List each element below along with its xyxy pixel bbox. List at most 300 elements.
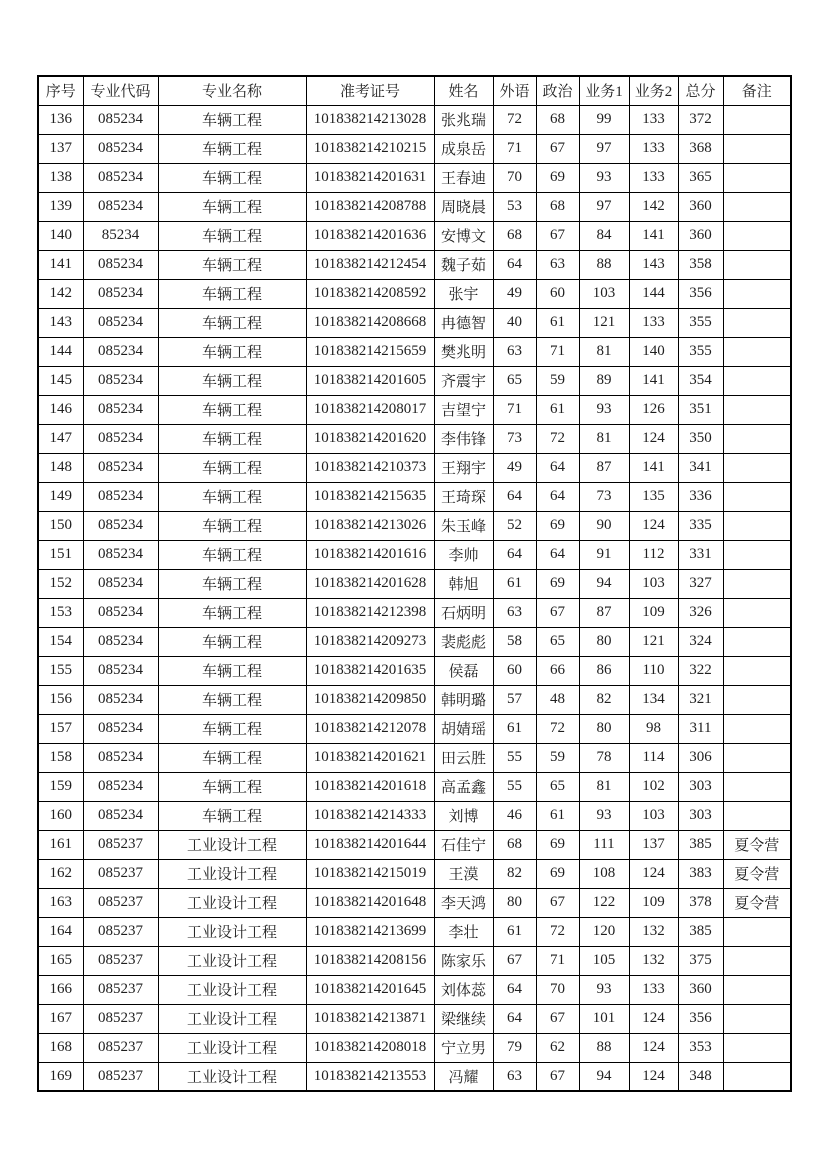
- table-cell: 101838214213028: [306, 105, 434, 134]
- table-cell: 王琦琛: [434, 482, 493, 511]
- table-cell: 冯耀: [434, 1062, 493, 1091]
- table-cell: 101838214210215: [306, 134, 434, 163]
- table-cell: 72: [536, 714, 579, 743]
- table-cell: 刘博: [434, 801, 493, 830]
- table-cell: 169: [38, 1062, 83, 1091]
- table-cell: 69: [536, 163, 579, 192]
- table-cell: 360: [678, 221, 723, 250]
- table-cell: 124: [629, 859, 678, 888]
- column-header: 备注: [723, 76, 791, 105]
- table-cell: 149: [38, 482, 83, 511]
- table-cell: 101838214213553: [306, 1062, 434, 1091]
- exam-score-table: [37, 75, 792, 1092]
- table-cell: 93: [579, 163, 629, 192]
- column-header: 总分: [678, 76, 723, 105]
- table-cell: 124: [629, 424, 678, 453]
- table-cell: 085234: [83, 511, 158, 540]
- table-row: [38, 772, 791, 801]
- table-cell: 80: [493, 888, 536, 917]
- column-header: 序号: [38, 76, 83, 105]
- table-cell: [723, 598, 791, 627]
- column-header: 业务2: [629, 76, 678, 105]
- table-cell: 71: [536, 946, 579, 975]
- table-cell: 101838214215635: [306, 482, 434, 511]
- table-cell: 085234: [83, 772, 158, 801]
- table-cell: 61: [493, 569, 536, 598]
- table-cell: 97: [579, 192, 629, 221]
- table-cell: 89: [579, 366, 629, 395]
- table-cell: 72: [536, 917, 579, 946]
- table-cell: 张宇: [434, 279, 493, 308]
- table-row: [38, 424, 791, 453]
- table-cell: 152: [38, 569, 83, 598]
- table-cell: 成泉岳: [434, 134, 493, 163]
- table-cell: 124: [629, 1062, 678, 1091]
- table-cell: 303: [678, 801, 723, 830]
- table-cell: 工业设计工程: [158, 975, 306, 1004]
- table-cell: 133: [629, 105, 678, 134]
- table-cell: 63: [493, 337, 536, 366]
- table-cell: 吉望宁: [434, 395, 493, 424]
- table-cell: 165: [38, 946, 83, 975]
- table-cell: [723, 250, 791, 279]
- table-cell: 101838214209850: [306, 685, 434, 714]
- table-cell: 71: [493, 395, 536, 424]
- table-cell: 93: [579, 975, 629, 1004]
- table-cell: 085234: [83, 656, 158, 685]
- table-cell: 162: [38, 859, 83, 888]
- table-cell: 68: [493, 830, 536, 859]
- table-cell: 140: [38, 221, 83, 250]
- table-cell: 101838214201616: [306, 540, 434, 569]
- table-cell: 87: [579, 453, 629, 482]
- table-cell: 137: [629, 830, 678, 859]
- table-cell: 085237: [83, 975, 158, 1004]
- table-cell: 工业设计工程: [158, 946, 306, 975]
- table-cell: 64: [536, 482, 579, 511]
- table-cell: 63: [493, 1062, 536, 1091]
- table-cell: 81: [579, 772, 629, 801]
- table-cell: 胡婧瑶: [434, 714, 493, 743]
- table-cell: 085237: [83, 830, 158, 859]
- table-cell: 101838214215019: [306, 859, 434, 888]
- table-cell: 132: [629, 917, 678, 946]
- table-cell: 138: [38, 163, 83, 192]
- column-header: 外语: [493, 76, 536, 105]
- table-cell: 61: [536, 395, 579, 424]
- table-cell: 134: [629, 685, 678, 714]
- table-row: [38, 598, 791, 627]
- table-cell: 车辆工程: [158, 656, 306, 685]
- table-cell: 101838214208156: [306, 946, 434, 975]
- table-cell: 101838214212078: [306, 714, 434, 743]
- table-cell: 321: [678, 685, 723, 714]
- table-cell: 101838214201636: [306, 221, 434, 250]
- table-cell: 105: [579, 946, 629, 975]
- table-cell: 108: [579, 859, 629, 888]
- table-cell: 351: [678, 395, 723, 424]
- table-cell: 365: [678, 163, 723, 192]
- column-header: 专业名称: [158, 76, 306, 105]
- table-cell: 327: [678, 569, 723, 598]
- table-cell: 101838214201618: [306, 772, 434, 801]
- table-cell: 67: [536, 598, 579, 627]
- column-header: 政治: [536, 76, 579, 105]
- table-cell: 梁继续: [434, 1004, 493, 1033]
- table-cell: 353: [678, 1033, 723, 1062]
- table-cell: 101838214201628: [306, 569, 434, 598]
- table-cell: 136: [38, 105, 83, 134]
- table-cell: 101838214212398: [306, 598, 434, 627]
- table-cell: 朱玉峰: [434, 511, 493, 540]
- table-cell: [723, 1033, 791, 1062]
- table-cell: [723, 482, 791, 511]
- table-cell: 65: [536, 627, 579, 656]
- table-cell: 夏令营: [723, 830, 791, 859]
- table-cell: 88: [579, 1033, 629, 1062]
- table-cell: 085234: [83, 714, 158, 743]
- table-cell: [723, 221, 791, 250]
- table-cell: 94: [579, 1062, 629, 1091]
- table-cell: 168: [38, 1033, 83, 1062]
- table-cell: 085234: [83, 366, 158, 395]
- table-cell: 161: [38, 830, 83, 859]
- table-row: [38, 656, 791, 685]
- table-cell: 354: [678, 366, 723, 395]
- table-cell: [723, 105, 791, 134]
- table-row: [38, 163, 791, 192]
- table-cell: 87: [579, 598, 629, 627]
- table-cell: 88: [579, 250, 629, 279]
- table-cell: 韩旭: [434, 569, 493, 598]
- table-cell: 车辆工程: [158, 772, 306, 801]
- table-cell: 311: [678, 714, 723, 743]
- table-row: [38, 1062, 791, 1091]
- table-row: [38, 859, 791, 888]
- table-cell: 车辆工程: [158, 279, 306, 308]
- table-cell: 64: [493, 1004, 536, 1033]
- table-cell: 085234: [83, 569, 158, 598]
- table-cell: 85234: [83, 221, 158, 250]
- table-cell: 46: [493, 801, 536, 830]
- table-cell: 103: [629, 569, 678, 598]
- table-cell: 78: [579, 743, 629, 772]
- table-cell: 101838214201644: [306, 830, 434, 859]
- table-cell: 142: [38, 279, 83, 308]
- table-cell: [723, 308, 791, 337]
- table-cell: [723, 801, 791, 830]
- table-cell: 166: [38, 975, 83, 1004]
- column-header: 业务1: [579, 76, 629, 105]
- table-cell: 车辆工程: [158, 424, 306, 453]
- table-cell: 085234: [83, 743, 158, 772]
- table-cell: 322: [678, 656, 723, 685]
- table-cell: 112: [629, 540, 678, 569]
- table-cell: 335: [678, 511, 723, 540]
- table-cell: 张兆瑞: [434, 105, 493, 134]
- table-cell: 336: [678, 482, 723, 511]
- table-cell: 86: [579, 656, 629, 685]
- table-cell: 341: [678, 453, 723, 482]
- table-cell: 82: [493, 859, 536, 888]
- table-row: [38, 221, 791, 250]
- table-cell: 宁立男: [434, 1033, 493, 1062]
- table-cell: 085234: [83, 627, 158, 656]
- table-cell: 085234: [83, 250, 158, 279]
- table-cell: 68: [493, 221, 536, 250]
- table-row: [38, 105, 791, 134]
- table-cell: 085234: [83, 453, 158, 482]
- table-cell: 085234: [83, 424, 158, 453]
- table-cell: 141: [38, 250, 83, 279]
- table-cell: 车辆工程: [158, 569, 306, 598]
- table-cell: 90: [579, 511, 629, 540]
- table-cell: 101838214209273: [306, 627, 434, 656]
- table-cell: 80: [579, 714, 629, 743]
- table-cell: 101838214213871: [306, 1004, 434, 1033]
- table-cell: 工业设计工程: [158, 830, 306, 859]
- table-cell: 133: [629, 975, 678, 1004]
- table-cell: 101838214208017: [306, 395, 434, 424]
- table-cell: [723, 337, 791, 366]
- table-cell: 101838214208592: [306, 279, 434, 308]
- table-cell: 151: [38, 540, 83, 569]
- table-cell: 350: [678, 424, 723, 453]
- table-cell: 67: [536, 1004, 579, 1033]
- table-cell: 李帅: [434, 540, 493, 569]
- table-cell: 356: [678, 1004, 723, 1033]
- table-cell: 李壮: [434, 917, 493, 946]
- table-cell: [723, 627, 791, 656]
- table-cell: 刘体蕊: [434, 975, 493, 1004]
- table-cell: 67: [536, 221, 579, 250]
- table-cell: 66: [536, 656, 579, 685]
- table-cell: 146: [38, 395, 83, 424]
- table-row: [38, 946, 791, 975]
- table-cell: 车辆工程: [158, 540, 306, 569]
- table-cell: 63: [536, 250, 579, 279]
- table-cell: 140: [629, 337, 678, 366]
- table-cell: 133: [629, 308, 678, 337]
- table-cell: 侯磊: [434, 656, 493, 685]
- table-cell: 085237: [83, 917, 158, 946]
- table-cell: [723, 656, 791, 685]
- table-cell: 工业设计工程: [158, 888, 306, 917]
- table-cell: 141: [629, 453, 678, 482]
- table-cell: 101838214201631: [306, 163, 434, 192]
- table-cell: 085237: [83, 946, 158, 975]
- table-cell: 65: [536, 772, 579, 801]
- table-cell: 72: [536, 424, 579, 453]
- table-cell: 车辆工程: [158, 627, 306, 656]
- table-row: [38, 279, 791, 308]
- table-cell: 101838214201620: [306, 424, 434, 453]
- table-row: [38, 308, 791, 337]
- table-cell: 99: [579, 105, 629, 134]
- table-cell: 车辆工程: [158, 134, 306, 163]
- table-cell: 40: [493, 308, 536, 337]
- table-cell: 142: [629, 192, 678, 221]
- table-cell: 70: [536, 975, 579, 1004]
- table-cell: 车辆工程: [158, 250, 306, 279]
- table-cell: 143: [629, 250, 678, 279]
- table-cell: 车辆工程: [158, 453, 306, 482]
- table-cell: 55: [493, 743, 536, 772]
- table-cell: 67: [536, 134, 579, 163]
- table-cell: 085234: [83, 308, 158, 337]
- table-cell: 59: [536, 366, 579, 395]
- table-cell: 326: [678, 598, 723, 627]
- table-cell: [723, 163, 791, 192]
- table-cell: 58: [493, 627, 536, 656]
- table-cell: 153: [38, 598, 83, 627]
- table-cell: [723, 946, 791, 975]
- table-cell: 303: [678, 772, 723, 801]
- table-cell: [723, 772, 791, 801]
- table-cell: 61: [493, 917, 536, 946]
- table-cell: 夏令营: [723, 859, 791, 888]
- table-cell: 103: [579, 279, 629, 308]
- table-cell: 135: [629, 482, 678, 511]
- table-row: [38, 395, 791, 424]
- table-cell: 085237: [83, 1004, 158, 1033]
- table-cell: 车辆工程: [158, 221, 306, 250]
- table-row: [38, 482, 791, 511]
- table-cell: 120: [579, 917, 629, 946]
- table-cell: 085237: [83, 859, 158, 888]
- table-cell: 车辆工程: [158, 308, 306, 337]
- table-cell: 085234: [83, 337, 158, 366]
- table-cell: 114: [629, 743, 678, 772]
- table-cell: 150: [38, 511, 83, 540]
- table-row: [38, 743, 791, 772]
- table-cell: 61: [536, 801, 579, 830]
- table-cell: 085234: [83, 685, 158, 714]
- table-row: [38, 1004, 791, 1033]
- table-cell: 车辆工程: [158, 685, 306, 714]
- table-cell: 陈家乐: [434, 946, 493, 975]
- table-row: [38, 192, 791, 221]
- table-cell: 085234: [83, 482, 158, 511]
- table-cell: 车辆工程: [158, 395, 306, 424]
- table-cell: 085234: [83, 598, 158, 627]
- table-cell: 73: [579, 482, 629, 511]
- table-cell: 69: [536, 511, 579, 540]
- table-cell: 高孟鑫: [434, 772, 493, 801]
- table-cell: 101838214213699: [306, 917, 434, 946]
- table-cell: 81: [579, 337, 629, 366]
- table-cell: 53: [493, 192, 536, 221]
- table-cell: 69: [536, 830, 579, 859]
- table-cell: 085234: [83, 134, 158, 163]
- table-cell: 163: [38, 888, 83, 917]
- table-cell: 工业设计工程: [158, 1033, 306, 1062]
- table-cell: 王春迪: [434, 163, 493, 192]
- table-cell: 085237: [83, 888, 158, 917]
- table-cell: [723, 569, 791, 598]
- table-cell: 126: [629, 395, 678, 424]
- table-cell: 378: [678, 888, 723, 917]
- table-cell: 355: [678, 308, 723, 337]
- table-cell: 137: [38, 134, 83, 163]
- table-cell: 085234: [83, 163, 158, 192]
- table-cell: [723, 511, 791, 540]
- column-header: 准考证号: [306, 76, 434, 105]
- table-row: [38, 134, 791, 163]
- table-cell: [723, 714, 791, 743]
- table-cell: 64: [536, 540, 579, 569]
- table-cell: 109: [629, 888, 678, 917]
- table-cell: 49: [493, 453, 536, 482]
- table-cell: 148: [38, 453, 83, 482]
- table-cell: 73: [493, 424, 536, 453]
- table-cell: 车辆工程: [158, 366, 306, 395]
- table-row: [38, 453, 791, 482]
- table-cell: 李天鸿: [434, 888, 493, 917]
- table-cell: 085237: [83, 1033, 158, 1062]
- table-row: [38, 250, 791, 279]
- table-cell: 55: [493, 772, 536, 801]
- table-row: [38, 337, 791, 366]
- table-cell: 72: [493, 105, 536, 134]
- table-cell: 160: [38, 801, 83, 830]
- table-cell: [723, 1062, 791, 1091]
- table-cell: 159: [38, 772, 83, 801]
- table-cell: 49: [493, 279, 536, 308]
- table-cell: 64: [493, 250, 536, 279]
- table-cell: 石炳明: [434, 598, 493, 627]
- table-cell: 101838214208668: [306, 308, 434, 337]
- table-cell: 67: [536, 888, 579, 917]
- table-row: [38, 888, 791, 917]
- table-cell: 60: [493, 656, 536, 685]
- table-cell: [723, 453, 791, 482]
- table-cell: 085234: [83, 395, 158, 424]
- table-cell: 356: [678, 279, 723, 308]
- table-cell: 车辆工程: [158, 598, 306, 627]
- table-cell: 155: [38, 656, 83, 685]
- table-cell: 360: [678, 192, 723, 221]
- table-cell: 车辆工程: [158, 337, 306, 366]
- table-cell: 101838214212454: [306, 250, 434, 279]
- table-cell: 71: [493, 134, 536, 163]
- table-cell: 64: [493, 540, 536, 569]
- table-cell: 324: [678, 627, 723, 656]
- table-cell: 车辆工程: [158, 105, 306, 134]
- table-cell: 101838214215659: [306, 337, 434, 366]
- table-cell: 98: [629, 714, 678, 743]
- table-cell: 372: [678, 105, 723, 134]
- table-cell: 周晓晨: [434, 192, 493, 221]
- table-cell: 车辆工程: [158, 714, 306, 743]
- table-cell: 80: [579, 627, 629, 656]
- table-cell: 141: [629, 221, 678, 250]
- table-cell: 157: [38, 714, 83, 743]
- table-cell: 57: [493, 685, 536, 714]
- table-cell: 360: [678, 975, 723, 1004]
- table-cell: 李伟锋: [434, 424, 493, 453]
- table-cell: 133: [629, 163, 678, 192]
- table-cell: 石佳宁: [434, 830, 493, 859]
- table-cell: 101838214208788: [306, 192, 434, 221]
- table-cell: 67: [536, 1062, 579, 1091]
- table-cell: 59: [536, 743, 579, 772]
- table-cell: 102: [629, 772, 678, 801]
- table-cell: 121: [629, 627, 678, 656]
- table-cell: 71: [536, 337, 579, 366]
- table-cell: 124: [629, 511, 678, 540]
- table-row: [38, 627, 791, 656]
